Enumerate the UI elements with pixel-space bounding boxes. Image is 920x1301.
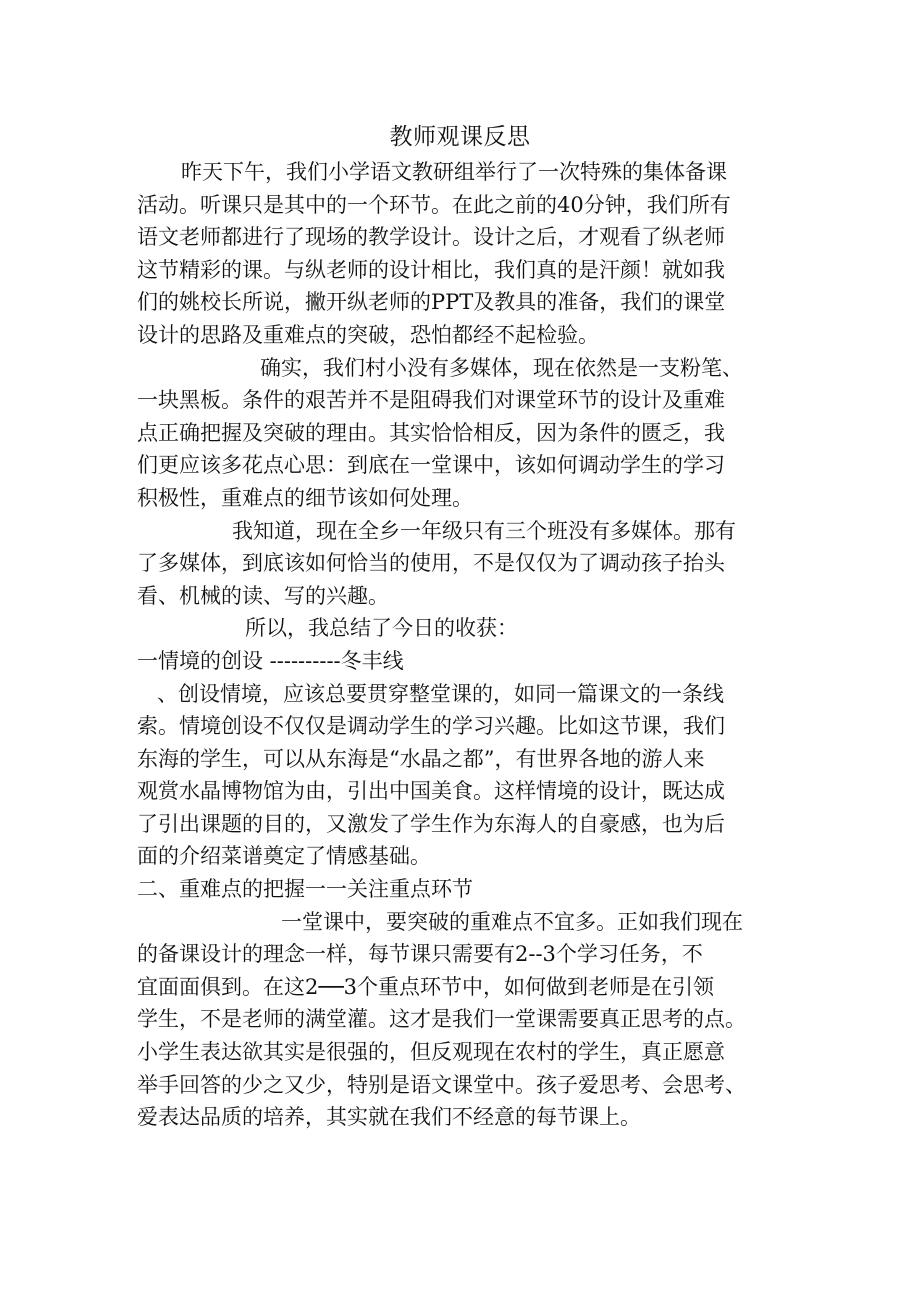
text-line: 这节精彩的课。与纵老师的设计相比，我们真的是汗颜！就如我 xyxy=(137,257,725,282)
text-line: 看、机械的读、写的兴趣。 xyxy=(137,583,389,608)
text-line: 面的介绍菜谱奠定了情感基础。 xyxy=(137,844,431,869)
text-line: 语文老师都进行了现场的教学设计。设计之后，才观看了纵老师 xyxy=(137,225,725,250)
document-body xyxy=(137,156,797,1134)
text-line: 们更应该多花点心思：到底在一堂课中，该如何调动学生的学习 xyxy=(137,453,725,478)
text-line: 积极性，重难点的细节该如何处理。 xyxy=(137,485,473,510)
text-line: 所以，我总结了今日的收获： xyxy=(245,616,518,641)
section-heading: 二、重难点的把握一一关注重点环节 xyxy=(137,877,473,902)
text-line: 一块黑板。条件的艰苦并不是阻碍我们对课堂环节的设计及重难 xyxy=(137,388,725,413)
text-line: 确实，我们村小没有多媒体，现在依然是一支粉笔、 xyxy=(260,355,743,380)
section-heading: 一情境的创设 ----------冬丰线 xyxy=(137,648,404,673)
text-line: 学生，不是老师的满堂灌。这才是我们一堂课需要真正思考的点。 xyxy=(137,1007,746,1032)
text-line: 爱表达品质的培养，其实就在我们不经意的每节课上。 xyxy=(137,1105,641,1130)
text-line: 昨天下午，我们小学语文教研组举行了一次特殊的集体备课 xyxy=(181,160,727,184)
text-line: 一堂课中，要突破的重难点不宜多。正如我们现在 xyxy=(281,909,743,934)
text-line: 、创设情境，应该总要贯穿整堂课的，如同一篇课文的一条线 xyxy=(157,681,724,706)
text-line: 点正确把握及突破的理由。其实恰恰相反，因为条件的匮乏，我 xyxy=(137,420,725,445)
text-line: 我知道，现在全乡一年级只有三个班没有多媒体。那有 xyxy=(232,518,736,543)
text-line: 举手回答的少之又少，特别是语文课堂中。孩子爱思考、会思考、 xyxy=(137,1072,746,1097)
text-line: 的备课设计的理念一样，每节课只需要有2--3个学习任务，不 xyxy=(137,942,703,967)
text-line: 宜面面俱到。在这2──3个重点环节中，如何做到老师是在引领 xyxy=(137,974,715,999)
text-line: 设计的思路及重难点的突破，恐怕都经不起检验。 xyxy=(137,322,599,347)
document-title: 教师观课反思 xyxy=(389,124,531,150)
text-line: 们的姚校长所说，撇开纵老师的PPT及教具的准备，我们的课堂 xyxy=(137,290,726,315)
text-line: 了引出课题的目的，又激发了学生作为东海人的自豪感，也为后 xyxy=(137,811,725,836)
text-line: 活动。听课只是其中的一个环节。在此之前的40分钟，我们所有 xyxy=(137,192,731,217)
text-line: 小学生表达欲其实是很强的，但反观现在农村的学生，真正愿意 xyxy=(137,1040,725,1065)
text-line: 观赏水晶博物馆为由，引出中国美食。这样情境的设计，既达成 xyxy=(137,779,725,804)
text-line: 了多媒体，到底该如何恰当的使用，不是仅仅为了调动孩子抬头 xyxy=(137,551,725,576)
text-line: 东海的学生，可以从东海是“水晶之都”，有世界各地的游人来 xyxy=(137,746,705,771)
text-line: 索。情境创设不仅仅是调动学生的学习兴趣。比如这节课，我们 xyxy=(137,714,725,739)
